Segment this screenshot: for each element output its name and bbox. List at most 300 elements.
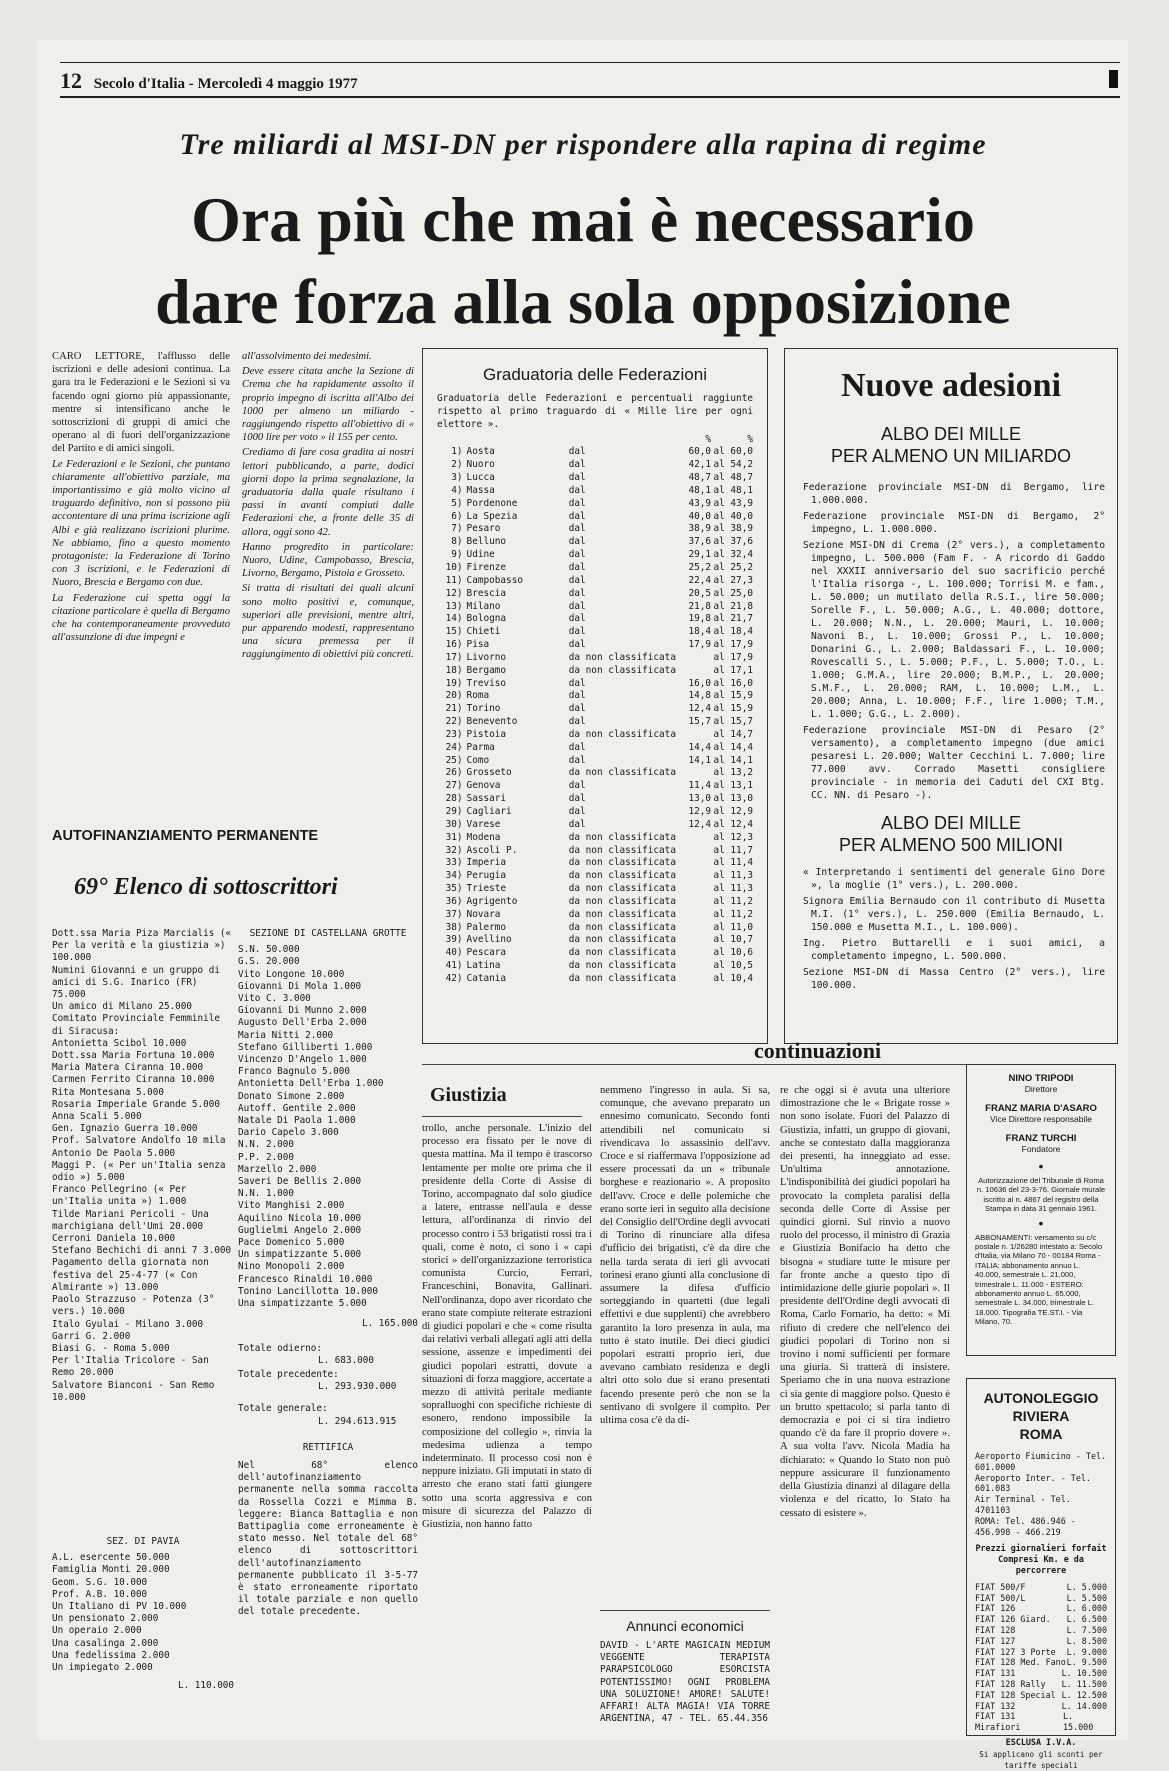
rank-city: Roma bbox=[466, 690, 490, 702]
percent-header: % bbox=[747, 433, 753, 445]
rank-status: dal bbox=[568, 818, 586, 830]
rank-number: 37) bbox=[445, 908, 463, 920]
adesioni-box bbox=[784, 348, 1118, 1044]
rank-to: al 15,9 bbox=[713, 690, 753, 702]
rank-city: Como bbox=[466, 754, 490, 766]
albo-miliardo-entries bbox=[803, 481, 1105, 802]
header-rule bbox=[60, 96, 1120, 98]
rank-to: al 12,4 bbox=[713, 818, 753, 830]
graduatoria-row bbox=[437, 742, 753, 755]
grotte-total: L. 165.000 bbox=[362, 1318, 418, 1330]
annunci-text: DAVID - L'ARTE MAGICAIN MEDIUM VEGGENTE TERAPISTA PARAPSICOLOGO ESORCISTA POTENTISSIMO! OGNI PROBLEMA UNA SOLUZIONE! AMORE! SALUTE! AFFARI! ALTA MAGIA! VIA TORRE ARGENTINA, 47 - TEL. 65.44.356 bbox=[600, 1640, 770, 1725]
rank-from: 12,4 bbox=[688, 703, 712, 715]
albo-line: ALBO DEI MILLE bbox=[880, 813, 1022, 833]
rank-status: dal bbox=[568, 754, 586, 766]
rank-from: 14,4 bbox=[688, 741, 712, 753]
rank-from: 12,4 bbox=[688, 818, 712, 830]
rank-number: 36) bbox=[445, 895, 463, 907]
rank-number: 27) bbox=[445, 780, 463, 792]
subscriber-entry: Gen. Ignazio Guerra 10.000 bbox=[52, 1123, 198, 1135]
graduatoria-row bbox=[437, 883, 753, 896]
ad-price-list bbox=[975, 1582, 1107, 1733]
subscriber-entry: Rita Montesana 5.000 bbox=[52, 1086, 164, 1098]
rank-status: dal bbox=[568, 523, 586, 535]
price-car: FIAT 131 Mirafiori bbox=[975, 1711, 1021, 1733]
grotte-section bbox=[238, 928, 418, 1619]
rank-city: Catania bbox=[466, 972, 507, 984]
rank-city: Torino bbox=[466, 703, 501, 715]
rank-number: 6) bbox=[451, 510, 463, 522]
autofin-heading: AUTOFINANZIAMENTO PERMANENTE bbox=[52, 828, 319, 844]
rank-status: dal bbox=[568, 690, 586, 702]
intro-paragraph: Si tratta di risultati dei quali alcuni sono molto positivi e, comunque, superiori alle previsioni, mentre altri, pur apparendo modesti, rappresentano una sicura premessa per il raggiungimento di obiettivi più concreti. bbox=[242, 583, 414, 661]
rank-status: da non classificata bbox=[568, 883, 676, 895]
rank-from bbox=[678, 857, 711, 870]
rank-number: 5) bbox=[451, 497, 463, 509]
rank-city: Udine bbox=[466, 549, 495, 561]
subscriber-entry: Cerroni Daniela 10.000 bbox=[52, 1233, 176, 1245]
rank-number: 39) bbox=[445, 934, 463, 946]
rank-city: Pescara bbox=[466, 947, 507, 959]
rank-status: da non classificata bbox=[568, 960, 676, 972]
price-car: FIAT 127 3 Porte bbox=[975, 1646, 1056, 1657]
subscriber-entry: Franco Pellegrino (« Per un'Italia unita ») 1.000 bbox=[52, 1184, 187, 1208]
staff-resp bbox=[967, 1103, 1115, 1125]
graduatoria-row bbox=[437, 613, 753, 626]
rank-from: 48,1 bbox=[688, 484, 712, 496]
price-row bbox=[975, 1647, 1107, 1658]
price-row bbox=[975, 1657, 1107, 1668]
albo-miliardo-heading bbox=[785, 423, 1117, 467]
rank-status: dal bbox=[568, 574, 586, 586]
rank-city: Brescia bbox=[466, 587, 507, 599]
rank-status: da non classificata bbox=[568, 870, 676, 882]
subscription-text: ABBONAMENTI: versamento su c/c postale n. 1/26280 intestato a: Secolo d'Italia, via Milano 70 - 00184 Roma - ITALIA: abbonamento annuo L. 40.000, semestrale L. 21.000, trimestrale L. 11.000 - ESTERO: abbonamento annuo L. 65.000, semestrale L. 34.000, trimestrale L. 18.000. Tipografia TE.ST.I. - Via Milano, 70. bbox=[975, 1232, 1103, 1327]
subscriber-entry: Dario Capelo 3.000 bbox=[238, 1127, 339, 1139]
rank-from: 37,6 bbox=[688, 536, 712, 548]
graduatoria-table bbox=[437, 434, 753, 986]
rank-city: Nuoro bbox=[466, 459, 495, 471]
rank-city: Bergamo bbox=[466, 664, 507, 676]
rank-to: al 18,4 bbox=[713, 626, 753, 638]
rank-to: al 12,3 bbox=[713, 831, 753, 843]
rank-status: da non classificata bbox=[568, 908, 676, 920]
price-row bbox=[975, 1593, 1107, 1604]
rank-city: Parma bbox=[466, 741, 495, 753]
rettifica-heading: RETTIFICA bbox=[302, 1441, 354, 1453]
rank-city: Lucca bbox=[466, 472, 495, 484]
rank-to: al 10,7 bbox=[713, 934, 753, 946]
rank-from: 12,9 bbox=[688, 806, 712, 817]
annunci-rule bbox=[600, 1610, 770, 1611]
page-number: 12 bbox=[60, 68, 82, 93]
rank-to: al 25,0 bbox=[713, 587, 753, 599]
graduatoria-row bbox=[437, 870, 753, 883]
rank-number: 34) bbox=[445, 870, 463, 882]
subscriber-entry: Dott.ssa Maria Fortuna 10.000 bbox=[52, 1050, 215, 1062]
rank-city: Bologna bbox=[466, 613, 507, 625]
rank-from: 21,8 bbox=[688, 600, 712, 612]
rank-to: al 17,9 bbox=[713, 651, 753, 663]
subscriber-entry: Un impiegato 2.000 bbox=[52, 1662, 153, 1674]
rank-from: 40,0 bbox=[688, 510, 712, 522]
subscriber-entry: Francesco Rinaldi 10.000 bbox=[238, 1273, 373, 1285]
subscriber-entry: Un simpatizzante 5.000 bbox=[238, 1249, 362, 1261]
founder-name: FRANZ TURCHI bbox=[1005, 1133, 1077, 1144]
rank-to: al 17,1 bbox=[713, 664, 753, 676]
annunci-heading: Annunci economici bbox=[626, 1618, 744, 1634]
rank-city: Trieste bbox=[466, 883, 507, 895]
graduatoria-title: Graduatoria delle Federazioni bbox=[483, 365, 707, 384]
rank-from: 38,9 bbox=[688, 523, 712, 535]
rank-city: Treviso bbox=[466, 677, 507, 689]
subscriber-entry: Tilde Mariani Pericoli - Una marchigiana dell'Umi 20.000 bbox=[52, 1208, 209, 1232]
rank-from bbox=[678, 947, 711, 960]
rank-to: al 13,1 bbox=[713, 780, 753, 792]
pavia-total: L. 110.000 bbox=[178, 1680, 234, 1692]
rank-to: al 25,2 bbox=[713, 561, 753, 573]
grotte-heading: SEZIONE DI CASTELLANA GROTTE bbox=[249, 928, 407, 939]
subscriber-entry: Maria Nitti 2.000 bbox=[238, 1029, 334, 1041]
ad-note-1: Prezzi giornalieri forfait bbox=[975, 1543, 1107, 1554]
intro-paragraph: CARO LETTORE, l'afflusso delle iscrizioni e delle adesioni continua. La gara tra le Federazioni e le Sezioni si va facendo ogni giorno più appassionante, mentre si intensificano anche le sottoscrizioni di gruppi di amici che operano al di fuori dell'organizzazione del Partito e di amici singoli. bbox=[52, 351, 230, 455]
rank-status: dal bbox=[568, 587, 586, 599]
price-value: L. 14.000 bbox=[1061, 1700, 1107, 1711]
graduatoria-row bbox=[437, 845, 753, 858]
graduatoria-rows bbox=[437, 446, 753, 985]
rank-status: dal bbox=[568, 677, 586, 689]
rank-to: al 12,9 bbox=[713, 806, 753, 817]
rank-from: 11,4 bbox=[688, 780, 712, 792]
rank-number: 38) bbox=[445, 921, 463, 933]
price-value: L. 9.000 bbox=[1066, 1646, 1107, 1657]
price-value: L. 8.500 bbox=[1066, 1635, 1107, 1646]
graduatoria-row bbox=[437, 549, 753, 562]
masthead-date: Secolo d'Italia - Mercoledì 4 maggio 1977 bbox=[93, 76, 358, 92]
elenco-heading: 69° Elenco di sottoscrittori bbox=[74, 874, 338, 900]
intro-paragraph: Le Federazioni e le Sezioni, che puntano chiaramente all'obiettivo parziale, ma importantissimo e già molto vicino al traguardo definitivo, non si possono più accontentare di una prima iscrizione agli Albi e già realizzano iscrizioni plurime. Ne abbiamo, fino a questo momento protagoniste: la Federazione di Torino con 3 iscrizioni, e le Federazioni di Nuoro, Brescia e Bergamo con due. bbox=[52, 458, 230, 589]
subscriber-entry: Rosaria Imperiale Grande 5.000 bbox=[52, 1098, 220, 1110]
pavia-heading: SEZ. DI PAVIA bbox=[106, 1536, 180, 1547]
rank-status: dal bbox=[568, 741, 586, 753]
rank-from: 42,1 bbox=[688, 459, 712, 471]
rank-from bbox=[678, 909, 711, 922]
rank-status: da non classificata bbox=[568, 921, 676, 933]
rank-to: al 11,3 bbox=[713, 870, 753, 882]
graduatoria-row bbox=[437, 690, 753, 703]
resp-name: FRANZ MARIA D'ASARO bbox=[985, 1103, 1097, 1114]
intro-paragraph: all'assolvimento dei medesimi. bbox=[242, 351, 372, 362]
graduatoria-row bbox=[437, 909, 753, 922]
subscriber-entry: Vito C. 3.000 bbox=[238, 993, 311, 1005]
rank-to: al 11,7 bbox=[713, 844, 753, 856]
subscriber-entry: Per l'Italia Tricolore - San Remo 20.000 bbox=[52, 1355, 209, 1379]
ad-line: ROMA bbox=[1019, 1426, 1063, 1442]
adesione-entry: Federazione provinciale MSI-DN di Bergamo, lire 1.000.000. bbox=[803, 482, 1105, 506]
rank-status: dal bbox=[568, 716, 586, 728]
headline-line-1: Ora più che mai è necessario bbox=[191, 184, 975, 255]
rank-status: da non classificata bbox=[568, 934, 676, 946]
price-car: FIAT 500/L bbox=[975, 1592, 1026, 1603]
header-mark bbox=[1109, 70, 1118, 88]
price-car: FIAT 128 Med. Fano bbox=[975, 1657, 1066, 1668]
graduatoria-row bbox=[437, 832, 753, 845]
graduatoria-row bbox=[437, 511, 753, 524]
albo-line: ALBO DEI MILLE bbox=[880, 424, 1022, 444]
rank-status: dal bbox=[568, 549, 586, 561]
rank-city: Chieti bbox=[466, 626, 501, 638]
price-car: FIAT 128 bbox=[975, 1624, 1016, 1635]
rank-city: Latina bbox=[466, 960, 501, 972]
rank-to: al 10,5 bbox=[713, 960, 753, 972]
rank-number: 31) bbox=[445, 831, 463, 843]
subscriber-entry: Biasi G. - Roma 5.000 bbox=[52, 1342, 170, 1354]
rank-city: Pistoia bbox=[466, 728, 507, 740]
rank-number: 32) bbox=[445, 844, 463, 856]
rank-to: al 40,0 bbox=[713, 510, 753, 522]
rank-city: Genova bbox=[466, 780, 501, 792]
graduatoria-row bbox=[437, 729, 753, 742]
rank-city: Benevento bbox=[466, 716, 518, 728]
subscriber-entry: Marzello 2.000 bbox=[238, 1163, 317, 1175]
subscriber-entry: Aquilino Nicola 10.000 bbox=[238, 1212, 362, 1224]
graduatoria-intro: Graduatoria delle Federazioni e percentuali raggiunte rispetto al primo traguardo di « Mille lire per ogni elettore ». bbox=[437, 393, 753, 430]
rank-number: 19) bbox=[445, 677, 463, 689]
subscriber-entry: Donato Simone 2.000 bbox=[238, 1090, 345, 1102]
subscriber-entry: Un pensionato 2.000 bbox=[52, 1613, 159, 1625]
rank-city: Avellino bbox=[466, 934, 512, 946]
graduatoria-row bbox=[437, 601, 753, 614]
graduatoria-row bbox=[437, 523, 753, 536]
rank-number: 3) bbox=[451, 472, 463, 484]
subscriber-entry: Dott.ssa Maria Piza Marcialis (« Per la verità e la giustizia ») 100.000 bbox=[52, 928, 232, 964]
authorization-text: Autorizzazione del Tribunale di Roma n. 10636 del 23-3-76. Giornale murale iscritto al n. 4867 del registro della Stampa in data 31 gennaio 1961. bbox=[976, 1176, 1106, 1214]
rank-city: Firenze bbox=[466, 561, 507, 573]
rank-status: dal bbox=[568, 497, 586, 509]
price-value: L. 7.500 bbox=[1066, 1624, 1107, 1635]
subscriber-entry: Guglielmi Angelo 2.000 bbox=[238, 1224, 362, 1236]
totale-generale: L. 294.613.915 bbox=[318, 1415, 397, 1427]
rank-to: al 13,0 bbox=[713, 793, 753, 805]
ad-contacts bbox=[975, 1451, 1107, 1537]
subscriber-entry: G.S. 20.000 bbox=[238, 956, 300, 968]
rank-city: Pesaro bbox=[466, 523, 501, 535]
resp-role: Vice Direttore responsabile bbox=[990, 1114, 1092, 1124]
intro-paragraph: Deve essere citata anche la Sezione di Crema che ha rapidamente assolto il proprio impegno di iscritta all'Albo dei 1000 per almeno un miliardo - raggiungendo rispetto all'obiettivo di « 1000 lire per voto » il 155 per cento. bbox=[242, 366, 414, 444]
staff-founder bbox=[967, 1133, 1115, 1155]
subscriber-entry: Una casalinga 2.000 bbox=[52, 1637, 159, 1649]
subscriber-entry: Una fedelissima 2.000 bbox=[52, 1649, 170, 1661]
subscriber-entry: Pace Domenico 5.000 bbox=[238, 1237, 345, 1249]
rank-status: dal bbox=[568, 613, 586, 625]
staff-box bbox=[966, 1064, 1116, 1356]
graduatoria-row bbox=[437, 780, 753, 793]
subscriber-entry: Geom. S.G. 10.000 bbox=[52, 1576, 148, 1588]
headline-line-2: dare forza alla sola opposizione bbox=[155, 266, 1011, 337]
rank-city: Pordenone bbox=[466, 497, 518, 509]
rank-number: 13) bbox=[445, 600, 463, 612]
adesione-entry: Federazione provinciale MSI-DN di Bergamo, 2° impegno, L. 1.000.000. bbox=[803, 511, 1105, 535]
subscriber-entry: Augusto Dell'Erba 2.000 bbox=[238, 1017, 367, 1029]
subscriber-entry: Numini Giovanni e un gruppo di amici di S.G. Inarico (FR) 75.000 bbox=[52, 964, 220, 1001]
price-row bbox=[975, 1701, 1107, 1712]
bullet-icon: ● bbox=[1038, 1161, 1044, 1171]
continuazioni-heading: continuazioni bbox=[754, 1038, 882, 1063]
rank-from bbox=[678, 896, 711, 909]
rank-number: 4) bbox=[451, 484, 463, 496]
director-name: NINO TRIPODI bbox=[1008, 1073, 1074, 1084]
rank-city: Pisa bbox=[466, 639, 490, 651]
price-value: L. 12.500 bbox=[1061, 1689, 1107, 1700]
rank-number: 29) bbox=[445, 806, 463, 817]
rank-to: al 15,9 bbox=[713, 703, 753, 715]
adesione-entry: Sezione MSI-DN di Massa Centro (2° vers.), lire 100.000. bbox=[803, 967, 1105, 991]
rank-from bbox=[678, 934, 711, 947]
giustizia-rule bbox=[422, 1116, 582, 1117]
rank-city: La Spezia bbox=[466, 510, 518, 522]
price-car: FIAT 127 bbox=[975, 1635, 1016, 1646]
rank-from bbox=[678, 845, 711, 858]
albo-line: PER ALMENO 500 MILIONI bbox=[838, 835, 1064, 855]
graduatoria-header-row bbox=[437, 434, 753, 447]
subscriber-entry: N.N. 1.000 bbox=[238, 1188, 294, 1200]
rank-from bbox=[678, 922, 711, 935]
rank-city: Livorno bbox=[466, 651, 507, 663]
graduatoria-row bbox=[437, 639, 753, 652]
rank-to: al 14,1 bbox=[713, 754, 753, 766]
graduatoria-row bbox=[437, 819, 753, 832]
rank-number: 23) bbox=[445, 728, 463, 740]
rank-number: 2) bbox=[451, 459, 463, 471]
rank-status: dal bbox=[568, 793, 586, 805]
adesione-entry: Ing. Pietro Buttarelli e i suoi amici, a completamento impegno, L. 500.000. bbox=[803, 938, 1105, 962]
graduatoria-row bbox=[437, 485, 753, 498]
pavia-section bbox=[52, 1536, 234, 1692]
rank-from: 15,7 bbox=[688, 716, 712, 728]
rank-number: 22) bbox=[445, 716, 463, 728]
subscriber-entry: Pagamento della giornata non festiva del 25-4-77 (« Con Almirante ») 13.000 bbox=[52, 1257, 209, 1293]
subscriber-entry: Garri G. 2.000 bbox=[52, 1330, 131, 1342]
kicker: Tre miliardi al MSI-DN per rispondere alla rapina di regime bbox=[179, 128, 987, 161]
graduatoria-row bbox=[437, 703, 753, 716]
rank-status: dal bbox=[568, 780, 586, 792]
rank-status: dal bbox=[568, 484, 586, 496]
albo-line: PER ALMENO UN MILIARDO bbox=[830, 446, 1072, 466]
pavia-list bbox=[52, 1552, 234, 1674]
price-row bbox=[975, 1711, 1107, 1733]
rank-city: Cagliari bbox=[466, 806, 512, 817]
price-row bbox=[975, 1690, 1107, 1701]
subscriber-entry: Giovanni Di Munno 2.000 bbox=[238, 1005, 367, 1017]
rank-from: 29,1 bbox=[688, 549, 712, 561]
rank-from: 20,5 bbox=[688, 587, 712, 599]
albo-500-entries bbox=[803, 866, 1105, 992]
subscriber-entry: Stefano Gilliberti 1.000 bbox=[238, 1041, 373, 1053]
adesioni-title: Nuove adesioni bbox=[840, 367, 1062, 404]
price-row bbox=[975, 1625, 1107, 1636]
rank-from: 16,0 bbox=[688, 677, 712, 689]
subscriber-entry: Maggi P. (« Per un'Italia senza odio ») 5.000 bbox=[52, 1159, 226, 1184]
rank-from: 17,9 bbox=[688, 639, 712, 651]
graduatoria-row bbox=[437, 536, 753, 549]
rank-to: al 10,4 bbox=[713, 972, 753, 984]
rank-number: 25) bbox=[445, 754, 463, 766]
giustizia-heading: Giustizia bbox=[430, 1084, 507, 1106]
grotte-list bbox=[238, 944, 418, 1310]
rank-to: al 14,4 bbox=[713, 741, 753, 753]
subscriber-entry: Una simpatizzante 5.000 bbox=[238, 1298, 367, 1310]
rank-number: 33) bbox=[445, 857, 463, 869]
subscriber-entry: Vincenzo D'Angelo 1.000 bbox=[238, 1054, 367, 1066]
albo-500-heading bbox=[785, 812, 1117, 856]
rank-from: 14,1 bbox=[688, 754, 712, 766]
staff-director bbox=[967, 1073, 1115, 1095]
subscriber-entry: Un amico di Milano 25.000 bbox=[52, 1001, 192, 1013]
price-value: L. 9.500 bbox=[1066, 1657, 1107, 1668]
rank-from: 48,7 bbox=[688, 472, 712, 484]
rank-number: 15) bbox=[445, 626, 463, 638]
rank-from bbox=[678, 767, 711, 780]
rank-number: 20) bbox=[445, 690, 463, 702]
rank-from: 60,0 bbox=[688, 446, 712, 458]
giustizia-col-1: trollo, anche personale. L'inizio del processo era fissato per le nove di questa mattina. Ma il tempo è trascorso lentamente per molte ore prima che il presidente della Corte di Assise di Torino, accompagnato dal solo giudice a latere, entrasse nell'aula e desse lettura, all'ordinanza di rinvio del processo contro i 53 brigatisti rossi tra i quali, come è noto, ci sono i « capi storici » dell'organizzazione terroristica comunista Curcio, Ferrari, Franceschini, Bonavita, Gallinari. Nell'ordinanza, dopo aver ricordato che erano state compiute reiterate estrazioni di giudici popolari e che « come risulta dai relativi verbali allegati agli atti della sessione, assenze e impedimenti dei giudici popolari estratti, dovute a situazioni di forza maggiore, accertate a mezzo di attività peritale mediante sopralluoghi con specifiche richieste di esonero, rendono impossibile la composizione del collegio », rinvia la medesima udienza a tempo indeterminato. Il processo così non è neppure iniziato. Gli imputati in stato di arresto che erano stati fatti giungere sotto una scorta aggressiva e con misure di sicurezza del Palazzo di Giustizia, non hanno fatto bbox=[422, 1123, 592, 1531]
ad-contact: Aeroporto Inter. - Tel. 601.083 bbox=[975, 1472, 1091, 1494]
rank-number: 42) bbox=[445, 972, 463, 984]
rank-to: al 11,3 bbox=[713, 883, 753, 895]
rank-city: Novara bbox=[466, 908, 501, 920]
rank-city: Ascoli P. bbox=[466, 844, 518, 856]
rank-to: al 32,4 bbox=[713, 549, 753, 561]
rettifica-text: Nel 68° elenco dell'autofinanziamento permanente nella somma raccolta da Rossella Cozzi e Mimma B. leggere: Bianca Battaglia e non Battipaglia come erroneamente è stato messo. Nel totale del 68° elenco di sottoscrittori dell'autofinanziamento permanente pubblicato il 3-5-77 è stato erroneamente riportato il totale parziale e non quello del totale precedente. bbox=[238, 1459, 418, 1618]
rank-city: Campobasso bbox=[466, 574, 523, 586]
graduatoria-row bbox=[437, 588, 753, 601]
rank-number: 1) bbox=[451, 446, 463, 458]
subscriber-entry: Vito Manghisi 2.000 bbox=[238, 1200, 345, 1212]
subscriber-entry: Nino Monopoli 2.000 bbox=[238, 1261, 345, 1273]
graduatoria-row bbox=[437, 857, 753, 870]
rank-number: 9) bbox=[451, 549, 463, 561]
intro-column-1 bbox=[52, 350, 230, 730]
rank-from: 43,9 bbox=[688, 497, 712, 509]
rank-to: al 11,2 bbox=[713, 895, 753, 907]
rank-status: dal bbox=[568, 561, 586, 573]
subscriber-entry: Antonio De Paola 5.000 bbox=[52, 1147, 176, 1159]
graduatoria-row bbox=[437, 947, 753, 960]
subscriber-entry: Un Italiano di PV 10.000 bbox=[52, 1601, 187, 1613]
price-car: FIAT 132 bbox=[975, 1700, 1016, 1711]
rank-city: Massa bbox=[466, 484, 495, 496]
subscriber-entry: A.L. esercente 50.000 bbox=[52, 1552, 170, 1564]
rank-from bbox=[678, 870, 711, 883]
rank-from bbox=[678, 729, 711, 742]
subscriber-entry: Giovanni Di Mola 1.000 bbox=[238, 980, 362, 992]
rank-to: al 27,3 bbox=[713, 574, 753, 586]
top-rule bbox=[60, 62, 1120, 63]
ad-footer: Si applicano gli sconti per tariffe speciali bbox=[979, 1749, 1103, 1770]
rank-status: da non classificata bbox=[568, 728, 676, 740]
rank-from bbox=[678, 832, 711, 845]
rank-status: da non classificata bbox=[568, 947, 676, 959]
graduatoria-row bbox=[437, 665, 753, 678]
subscriber-entry: Stefano Bechichi di anni 7 3.000 bbox=[52, 1245, 232, 1257]
subscriber-entry: Autoff. Gentile 2.000 bbox=[238, 1102, 356, 1114]
rank-number: 17) bbox=[445, 651, 463, 663]
subscriber-entry: Un operaio 2.000 bbox=[52, 1625, 142, 1637]
rank-number: 24) bbox=[445, 741, 463, 753]
graduatoria-row bbox=[437, 498, 753, 511]
price-car: FIAT 128 Rally bbox=[975, 1678, 1046, 1689]
graduatoria-row bbox=[437, 716, 753, 729]
